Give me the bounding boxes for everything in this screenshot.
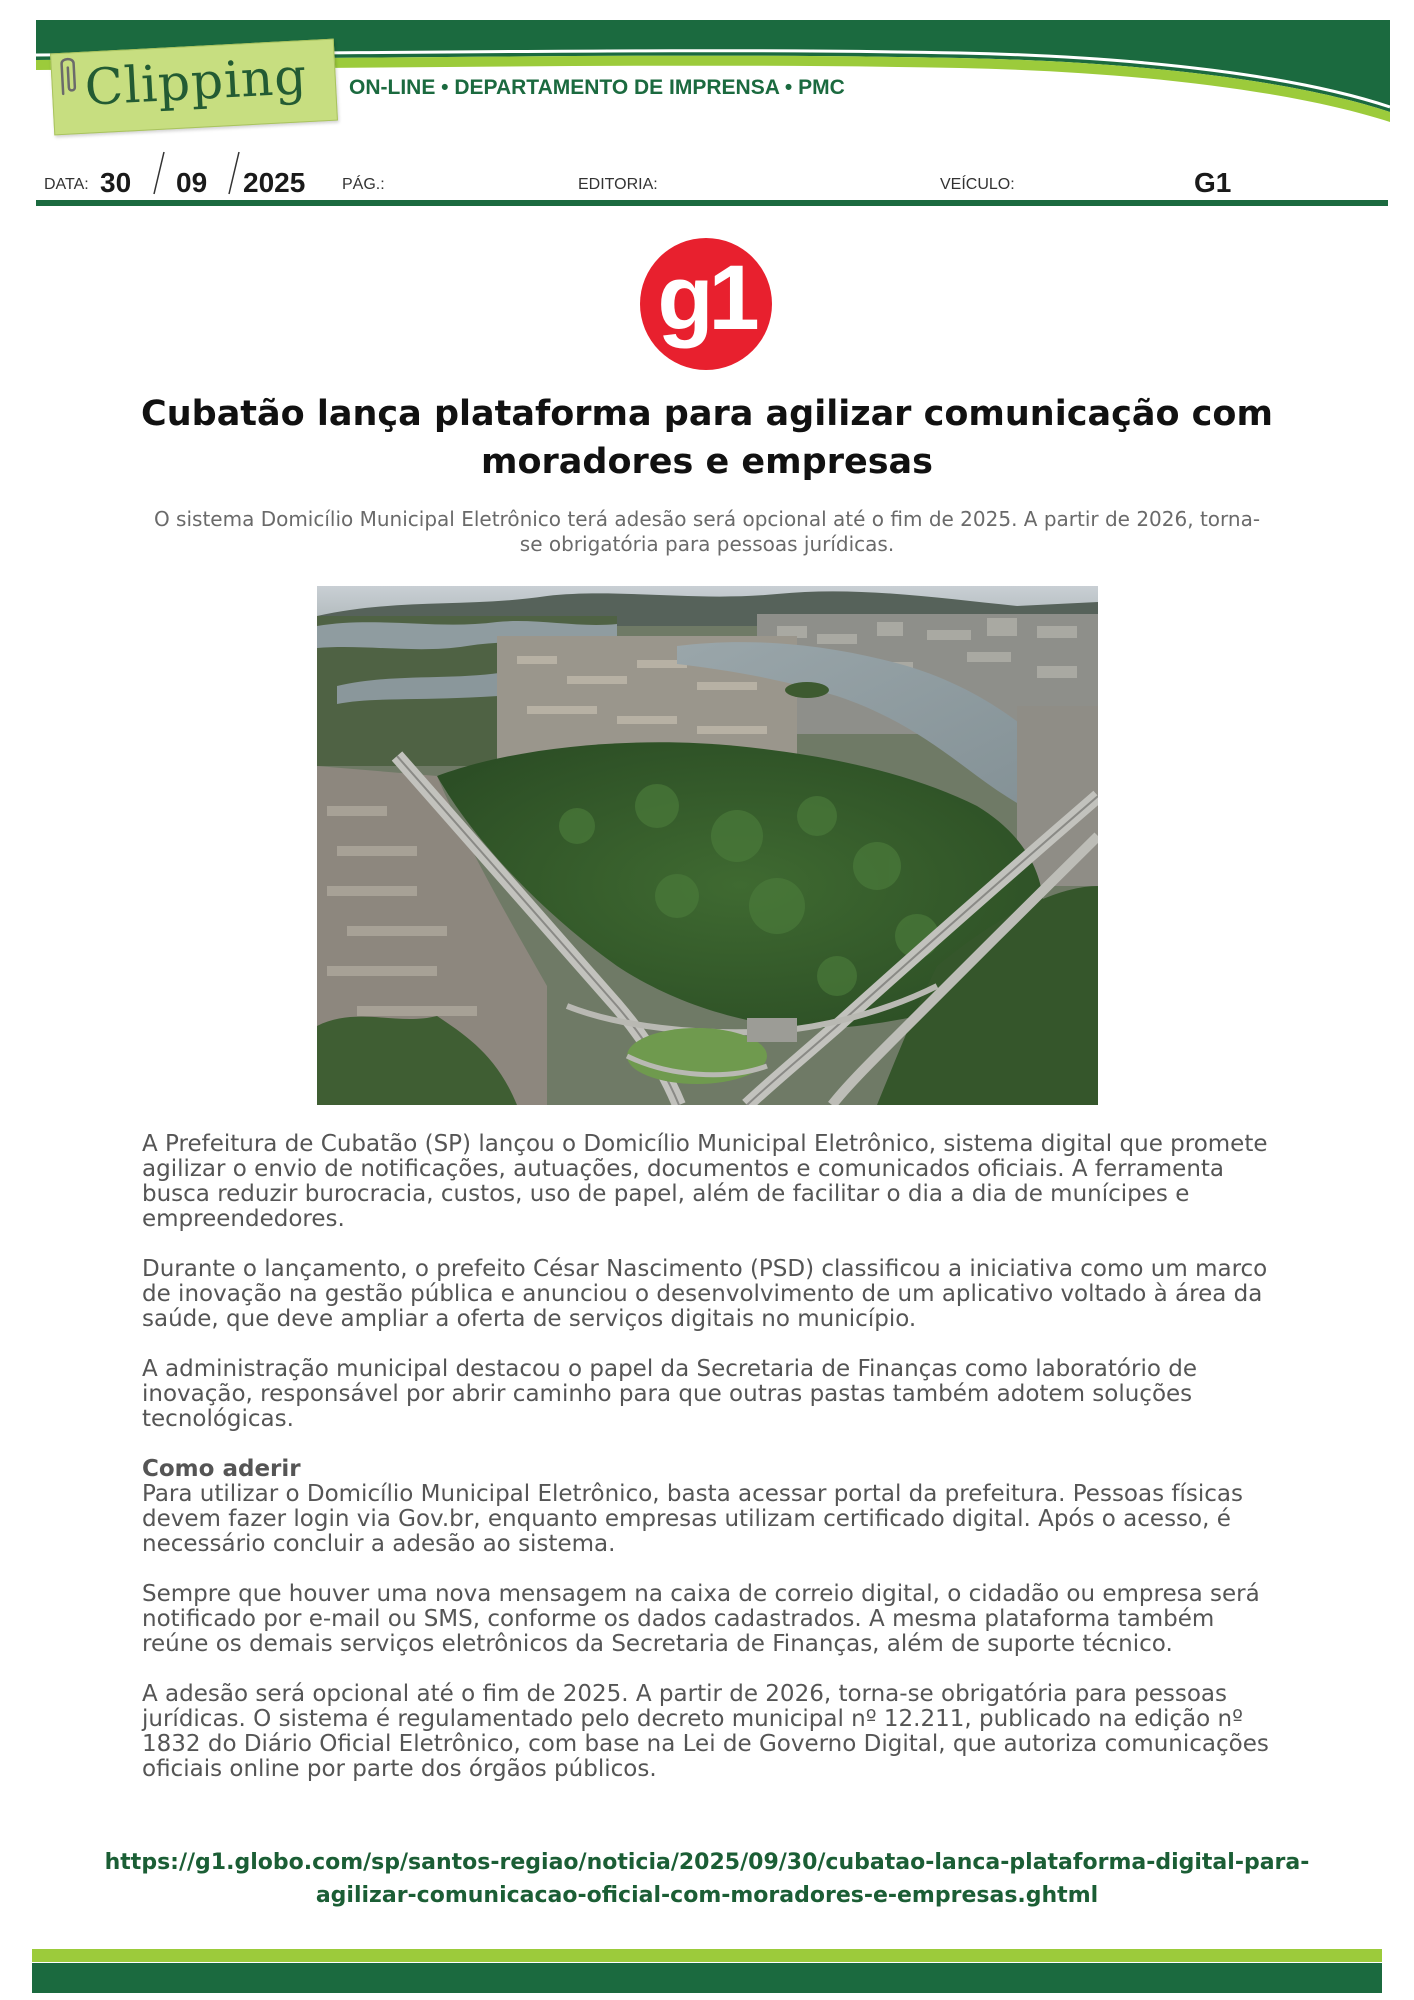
- source-url[interactable]: https://g1.globo.com/sp/santos-regiao/noticia/2025/09/30/cubatao-lanca-plataforma-digital-para-agilizar-comunicacao-oficial-com-moradores-e-empresas.ghtml: [104, 1850, 1310, 1908]
- g1-logo: [640, 238, 772, 370]
- date-month: 09: [176, 167, 208, 198]
- article-subtitle: O sistema Domicílio Municipal Eletrônico terá adesão será opcional até o fim de 2025. A partir de 2026, torna-se obrigatória para pessoas jurídicas.: [153, 507, 1261, 556]
- g1-logo-text: g1: [657, 247, 755, 349]
- article-paragraph: Para utilizar o Domicílio Municipal Eletrônico, basta acessar portal da prefeitura. Pessoas físicas devem fazer login via Gov.br, enquanto empresas utilizam certificado digital. Após o acesso, é necessário concluir a adesão ao sistema.: [142, 1481, 1243, 1557]
- vehicle-label: VEÍCULO:: [940, 176, 1015, 193]
- section-label: EDITORIA:: [578, 176, 658, 193]
- article-paragraph: Durante o lançamento, o prefeito César Nascimento (PSD) classificou a iniciativa como um marco de inovação na gestão pública e anunciou o desenvolvimento de um aplicativo voltado à área da saúde, que deve ampliar a oferta de serviços digitais no município.: [142, 1256, 1268, 1332]
- department-title: ON-LINE • DEPARTAMENTO DE IMPRENSA • PMC: [349, 76, 845, 99]
- date-separator: [225, 150, 243, 196]
- date-label: DATA:: [44, 176, 89, 193]
- info-divider: [36, 200, 1388, 206]
- article-photo: [317, 586, 1098, 1105]
- article-paragraph: A administração municipal destacou o papel da Secretaria de Finanças como laboratório de inovação, responsável por abrir caminho para que outras pastas também adotem soluções tecnológicas.: [142, 1356, 1197, 1432]
- clipping-tag: [50, 39, 338, 136]
- aerial-landscape-image: [317, 586, 1098, 1105]
- clipping-brand: Clipping: [83, 47, 309, 117]
- article-paragraph: Sempre que houver uma nova mensagem na caixa de correio digital, o cidadão ou empresa será notificado por e-mail ou SMS, conforme os dados cadastrados. A mesma plataforma também reúne os demais serviços eletrônicos da Secretaria de Finanças, além de suporte técnico.: [142, 1581, 1260, 1657]
- vehicle-value: G1: [1194, 167, 1232, 198]
- date-year: 2025: [243, 167, 306, 198]
- clipping-info-row: [0, 150, 1414, 202]
- clipping-header: [0, 0, 1414, 140]
- page-label: PÁG.:: [342, 176, 385, 193]
- paperclip-icon: [51, 53, 87, 103]
- article-body: [142, 1132, 1278, 1807]
- date-day: 30: [100, 167, 132, 198]
- date-separator: [150, 150, 168, 196]
- footer-stripe-dark: [32, 1963, 1382, 1993]
- article-headline: Cubatão lança plataforma para agilizar comunicação com moradores e empresas: [141, 394, 1273, 482]
- article-paragraph: A adesão será opcional até o fim de 2025. A partir de 2026, torna-se obrigatória para pessoas jurídicas. O sistema é regulamentado pelo decreto municipal nº 12.211, publicado na edição nº 1832 do Diário Oficial Eletrônico, com base na Lei de Governo Digital, que autoriza comunicações oficiais online por parte dos órgãos públicos.: [142, 1681, 1269, 1782]
- article-paragraph: A Prefeitura de Cubatão (SP) lançou o Domicílio Municipal Eletrônico, sistema digital que promete agilizar o envio de notificações, autuações, documentos e comunicados oficiais. A ferramenta busca reduzir burocracia, custos, uso de papel, além de facilitar o dia a dia de munícipes e empreendedores.: [142, 1131, 1268, 1232]
- footer-stripe-light: [32, 1949, 1382, 1962]
- section-title: Como aderir: [142, 1456, 301, 1482]
